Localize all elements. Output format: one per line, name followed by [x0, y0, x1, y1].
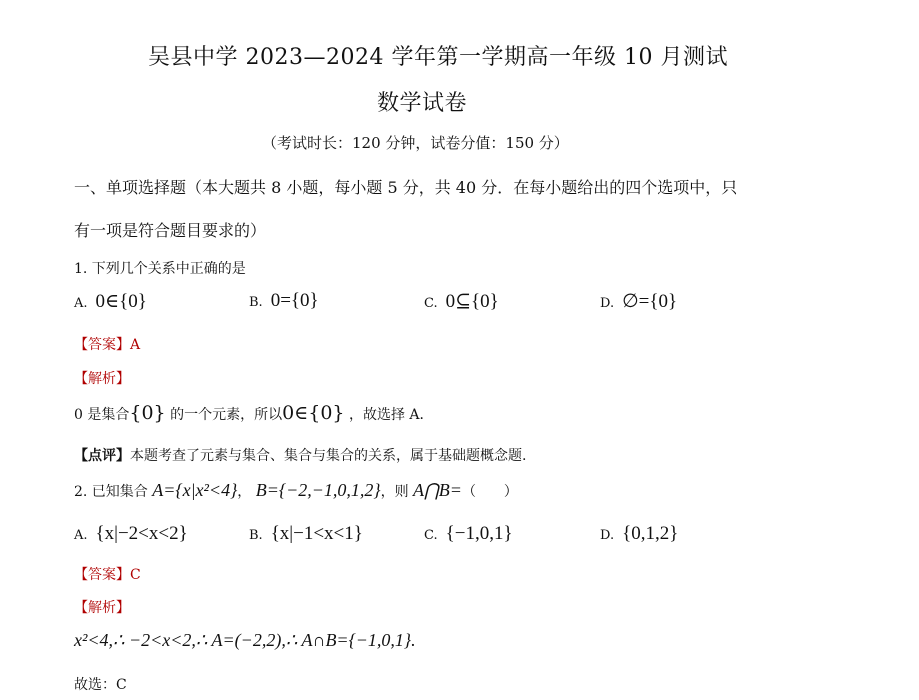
stem-separator: ， — [237, 484, 252, 500]
answer-tag: 【答案】 — [74, 567, 130, 583]
q2-option-c — [424, 523, 513, 545]
answer-value: C — [130, 567, 141, 583]
intersection-expr: A⋂B= — [413, 480, 462, 500]
option-label: D. — [600, 296, 615, 311]
answer-paren: （ ） — [461, 484, 518, 500]
paper-subtitle: 数学试卷 — [377, 91, 468, 116]
q2-analysis-tag: 【解析】 — [74, 600, 130, 616]
analysis-part: 0 是集合 — [74, 407, 130, 423]
option-text: 0={0} — [270, 290, 319, 311]
option-text: {x|−2<x<2} — [95, 523, 188, 544]
q1-option-a — [74, 290, 147, 313]
set-a: A={x|x²<4} — [152, 480, 238, 500]
q1-analysis-text — [74, 402, 434, 424]
q1-comment — [74, 445, 526, 465]
q1-analysis-tag: 【解析】 — [74, 371, 130, 387]
answer-value: A — [130, 337, 141, 353]
stem-part: 2. 已知集合 — [74, 484, 148, 500]
question-1-stem: 1. 下列几个关系中正确的是 — [74, 261, 246, 277]
option-label: C. — [424, 296, 438, 311]
q2-option-b — [249, 523, 363, 545]
option-label: C. — [424, 528, 438, 543]
option-label: B. — [249, 528, 263, 543]
comment-text: 本题考查了元素与集合、集合与集合的关系，属于基础题概念题. — [130, 448, 527, 464]
analysis-set: {0} — [129, 402, 166, 424]
analysis-part: 的一个元素，所以 — [165, 407, 283, 423]
q2-option-d — [600, 523, 678, 545]
section-heading-line1: 一、单项选择题（本大题共 8 小题，每小题 5 分，共 40 分．在每小题给出的四个选项中，只 — [74, 178, 738, 197]
q1-option-c — [424, 290, 499, 313]
exam-title: 吴县中学 2023—2024 学年第一学期高一年级 10 月测试 — [148, 45, 728, 70]
analysis-part: ，故选择 A． — [344, 407, 434, 423]
option-label: D. — [600, 528, 615, 543]
option-text: ∅={0} — [622, 291, 678, 312]
comment-tag: 【点评】 — [74, 448, 130, 464]
q1-option-b — [249, 290, 319, 312]
option-text: {−1,0,1} — [445, 523, 513, 544]
q2-answer — [74, 564, 141, 584]
option-text: 0⊆{0} — [445, 291, 499, 312]
option-label: B. — [249, 295, 263, 310]
set-b: B={−2,−1,0,1,2} — [255, 480, 381, 500]
q1-answer — [74, 334, 140, 354]
option-text: 0∈{0} — [95, 291, 147, 312]
q2-analysis-math: x²<4,∴ −2<x<2,∴ A=(−2,2),∴ A∩B={−1,0,1}. — [74, 630, 416, 650]
option-label: A. — [74, 296, 88, 311]
stem-part: ，则 — [380, 484, 409, 500]
answer-tag: 【答案】 — [74, 337, 130, 353]
q2-conclusion: 故选：C — [74, 677, 127, 693]
option-text: {x|−1<x<1} — [270, 523, 363, 544]
section-heading-line2: 有一项是符合题目要求的） — [74, 221, 267, 240]
q1-option-d — [600, 290, 677, 313]
q2-option-a — [74, 523, 188, 545]
option-label: A. — [74, 528, 88, 543]
analysis-math: 0∈{0} — [282, 402, 345, 424]
question-2-stem — [74, 480, 518, 501]
exam-info: （考试时长：120 分钟，试卷分值：150 分） — [262, 134, 569, 152]
option-text: {0,1,2} — [622, 523, 679, 544]
